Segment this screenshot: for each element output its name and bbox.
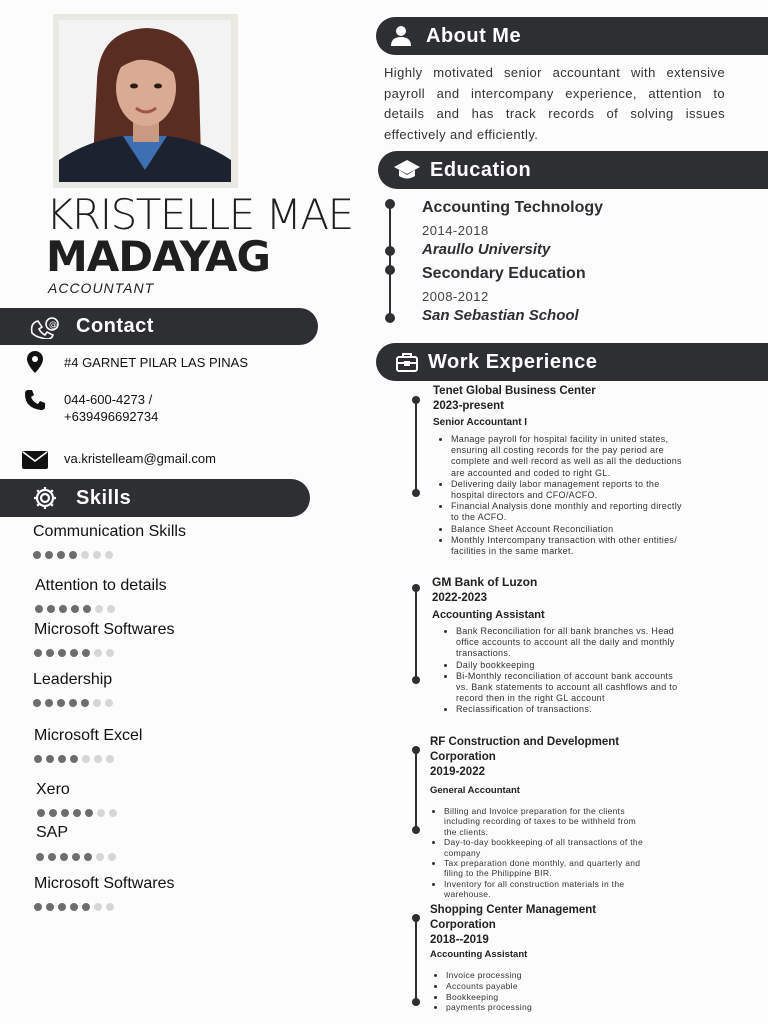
contact-title: Contact <box>76 315 154 337</box>
skill-rating-dot <box>70 649 78 657</box>
skill-rating-dot <box>107 605 115 613</box>
skill-rating-dot <box>58 755 66 763</box>
skill-rating-dot <box>93 551 101 559</box>
education-years: 2014-2018 <box>422 223 489 238</box>
work-position: Senior Accountant I <box>433 417 528 428</box>
work-duties <box>433 434 683 557</box>
work-duty: • Bank Reconciliation for all bank branches vs. Head office accounts to account all the daily and monthly transactions. <box>456 626 682 660</box>
skill-rating-dot <box>69 699 77 707</box>
skill-name: Microsoft Softwares <box>34 875 175 892</box>
skill-name: SAP <box>36 824 69 841</box>
work-duty: • Day-to-day bookkeeping of all transactions of the company <box>444 837 650 858</box>
skill-rating <box>33 551 113 559</box>
contact-address <box>22 350 248 374</box>
timeline-dot <box>385 265 395 275</box>
work-duty: • Balance Sheet Account Reconciliation <box>451 524 683 535</box>
work-company: RF Construction and Development Corporation <box>430 736 620 763</box>
work-duties <box>432 626 682 716</box>
work-duty: • payments processing <box>446 1002 650 1013</box>
skills-header <box>0 479 310 517</box>
address-text: #4 GARNET PILAR LAS PINAS <box>64 355 248 370</box>
skill-name: Attention to details <box>35 577 167 594</box>
job-role: ACCOUNTANT <box>48 280 155 296</box>
skill-rating-dot <box>46 903 54 911</box>
work-duty: • Invoice processing <box>446 970 650 981</box>
work-years: 2022-2023 <box>432 592 487 604</box>
work-position: General Accountant <box>430 785 520 796</box>
work-timeline <box>415 750 417 830</box>
work-entry <box>430 735 650 900</box>
skill-rating-dot <box>58 649 66 657</box>
work-duty: • Reclassification of transactions. <box>456 704 682 715</box>
skill-rating-dot <box>57 551 65 559</box>
work-duty: • Daily bookkeeping <box>456 660 682 671</box>
skill-rating-dot <box>81 551 89 559</box>
contact-header <box>0 308 318 345</box>
timeline-dot <box>385 199 395 209</box>
about-title: About Me <box>426 24 522 47</box>
skill-name: Microsoft Softwares <box>34 621 175 638</box>
education-title: Education <box>430 158 532 181</box>
skill-rating <box>34 903 114 911</box>
work-entry <box>430 903 650 1013</box>
skill-rating <box>37 809 117 817</box>
timeline-dot <box>412 396 420 404</box>
work-entry <box>433 384 683 557</box>
skill-rating <box>33 699 113 707</box>
skill-rating <box>34 755 114 763</box>
skill-rating-dot <box>70 903 78 911</box>
skill-rating-dot <box>33 699 41 707</box>
skill-rating-dot <box>82 649 90 657</box>
timeline-dot <box>412 998 420 1006</box>
skill-rating-dot <box>34 755 42 763</box>
timeline-dot <box>412 489 420 497</box>
work-entry <box>432 575 682 716</box>
work-duty: • Inventory for all construction materials in the warehouse. <box>444 879 650 900</box>
work-duty: • Delivering daily labor management reports to the hospital directors and CFO/ACFO. <box>451 479 683 501</box>
work-timeline <box>415 400 417 493</box>
skill-name: Xero <box>36 781 70 798</box>
profile-photo-frame <box>53 14 238 188</box>
work-years: 2018--2019 <box>430 934 489 946</box>
skill-rating-dot <box>105 699 113 707</box>
skill-rating-dot <box>82 903 90 911</box>
graduation-cap-icon <box>390 153 424 187</box>
contact-icon <box>28 310 62 344</box>
profile-photo <box>59 20 231 182</box>
work-position: Accounting Assistant <box>430 949 528 960</box>
education-timeline <box>389 204 391 318</box>
work-years: 2023-present <box>433 400 504 412</box>
gear-icon <box>28 481 62 515</box>
work-header <box>376 343 768 381</box>
work-title: Work Experience <box>428 350 598 373</box>
skill-rating-dot <box>34 649 42 657</box>
skill-rating-dot <box>108 853 116 861</box>
work-company: Tenet Global Business Center <box>433 385 596 397</box>
skill-rating-dot <box>72 853 80 861</box>
phone-icon <box>22 388 48 412</box>
skill-rating-dot <box>48 853 56 861</box>
work-duties <box>430 806 650 900</box>
skills-title: Skills <box>76 486 132 509</box>
contact-phone <box>22 388 158 425</box>
about-header <box>376 17 768 55</box>
education-years: 2008-2012 <box>422 289 489 304</box>
work-timeline <box>415 588 417 680</box>
work-duty: • Bi-Monthly reconciliation of account bank accounts vs. Bank statements to account all cashflows and to record then in the right GL account <box>456 671 682 705</box>
contact-email <box>22 448 216 472</box>
timeline-dot <box>412 914 420 922</box>
work-duty: • Financial Analysis done monthly and reporting directly to the ACFO. <box>451 501 683 523</box>
skill-rating-dot <box>34 903 42 911</box>
skill-rating-dot <box>106 649 114 657</box>
work-timeline <box>415 918 417 1002</box>
skill-rating-dot <box>81 699 89 707</box>
skill-rating-dot <box>69 551 77 559</box>
about-text: Highly motivated senior accountant with extensive payroll and intercompany experience, attention to details and has track records of solving issues effectively and efficiently. <box>384 65 725 142</box>
email-envelope-icon <box>22 448 48 472</box>
skill-rating-dot <box>94 649 102 657</box>
skill-rating-dot <box>60 853 68 861</box>
skill-rating-dot <box>70 755 78 763</box>
skill-rating-dot <box>83 605 91 613</box>
timeline-dot <box>385 313 395 323</box>
skill-rating-dot <box>37 809 45 817</box>
skill-rating-dot <box>94 903 102 911</box>
skill-rating-dot <box>85 809 93 817</box>
skill-rating-dot <box>94 755 102 763</box>
work-duty: • Manage payroll for hospital facility in united states, ensuring all costing records for the pay period are complete and well record as well as all the deductions are accounted and coded to right GL. <box>451 434 683 479</box>
skill-rating-dot <box>58 903 66 911</box>
location-pin-icon <box>22 350 48 374</box>
briefcase-icon <box>390 345 424 379</box>
skill-rating-dot <box>73 809 81 817</box>
skill-rating-dot <box>47 605 55 613</box>
skill-rating <box>34 649 114 657</box>
skill-rating <box>36 853 116 861</box>
work-duty: • Accounts payable <box>446 981 650 992</box>
phone-line-1: 044-600-4273 / <box>64 392 153 407</box>
skill-rating-dot <box>96 853 104 861</box>
timeline-dot <box>412 676 420 684</box>
skill-rating-dot <box>84 853 92 861</box>
skill-rating-dot <box>45 699 53 707</box>
skill-rating-dot <box>97 809 105 817</box>
skill-rating-dot <box>36 853 44 861</box>
last-name: MADAYAG <box>46 232 271 281</box>
education-school: Araullo University <box>422 241 551 258</box>
skill-rating-dot <box>109 809 117 817</box>
skill-rating-dot <box>106 903 114 911</box>
email-text: va.kristelleam@gmail.com <box>64 451 216 466</box>
timeline-dot <box>412 746 420 754</box>
skill-rating-dot <box>106 755 114 763</box>
skill-rating-dot <box>46 755 54 763</box>
skill-rating-dot <box>35 605 43 613</box>
skill-name: Communication Skills <box>33 523 186 540</box>
skill-rating-dot <box>105 551 113 559</box>
education-school: San Sebastian School <box>422 307 579 324</box>
work-duty: • Monthly Intercompany transaction with other entities/ facilities in the same market. <box>451 535 683 557</box>
timeline-dot <box>412 584 420 592</box>
skill-rating-dot <box>82 755 90 763</box>
education-degree: Accounting Technology <box>422 199 604 216</box>
user-icon <box>384 19 418 53</box>
skill-rating-dot <box>49 809 57 817</box>
skill-rating-dot <box>33 551 41 559</box>
work-duties <box>430 970 650 1013</box>
timeline-dot <box>412 826 420 834</box>
education-degree: Secondary Education <box>422 265 586 282</box>
skill-rating <box>35 605 115 613</box>
skill-rating-dot <box>45 551 53 559</box>
skill-name: Microsoft Excel <box>34 727 143 744</box>
education-header <box>378 151 768 189</box>
skill-rating-dot <box>59 605 67 613</box>
work-duty: • Tax preparation done monthly, and quarterly and filing to the Philippine BIR. <box>444 858 650 879</box>
skill-name: Leadership <box>33 671 113 688</box>
first-name: KRISTELLE MAE <box>46 190 353 239</box>
work-duty: • Bookkeeping <box>446 992 650 1003</box>
skill-rating-dot <box>57 699 65 707</box>
skill-rating-dot <box>61 809 69 817</box>
skill-rating-dot <box>95 605 103 613</box>
work-company: Shopping Center Management Corporation <box>430 904 597 931</box>
work-years: 2019-2022 <box>430 766 485 778</box>
work-company: GM Bank of Luzon <box>432 575 538 589</box>
skill-rating-dot <box>93 699 101 707</box>
timeline-dot <box>385 246 395 256</box>
work-duty: • Billing and Invoice preparation for the clients including recording of taxes to be withheld from the clients. <box>444 806 650 837</box>
work-position: Accounting Assistant <box>432 609 545 621</box>
svg-text:@: @ <box>49 319 57 329</box>
skill-rating-dot <box>46 649 54 657</box>
phone-line-2: +639496692734 <box>64 409 159 424</box>
skill-rating-dot <box>71 605 79 613</box>
